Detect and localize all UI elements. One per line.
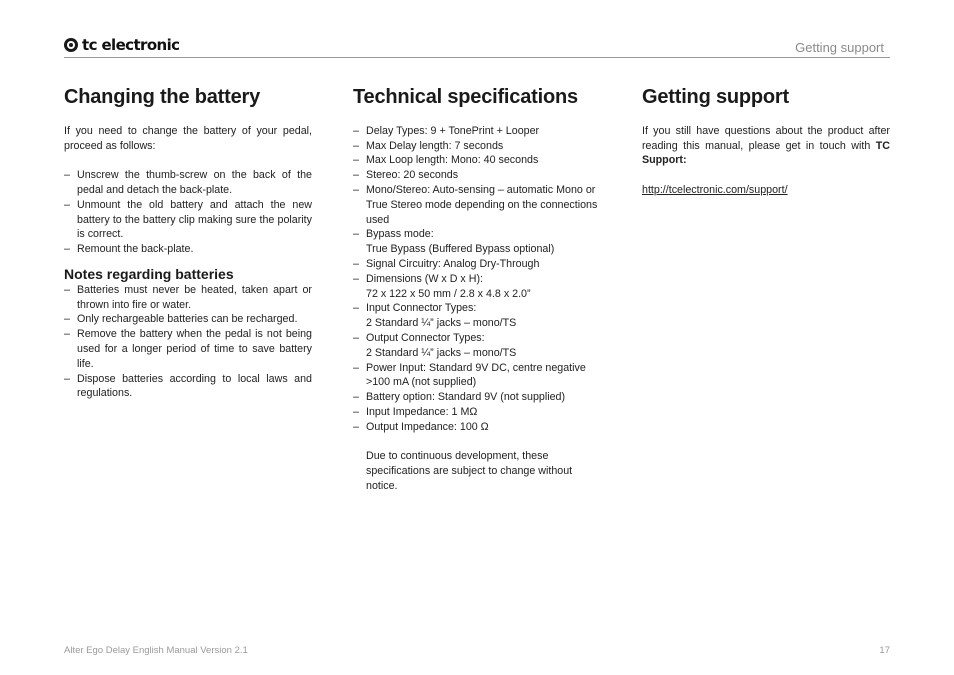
spec-value: 2 Standard ¼” jacks – mono/TS bbox=[366, 346, 517, 359]
list-item bbox=[353, 227, 601, 257]
battery-title: Changing the battery bbox=[64, 86, 261, 108]
footer-manual: Alter Ego Delay English Manual Version 2.1 bbox=[64, 645, 248, 656]
list-item: – Remount the back-plate. bbox=[64, 242, 312, 257]
page-number: 17 bbox=[879, 645, 890, 656]
list-item: – Remove the battery when the pedal is not being used for a longer period of time to save battery life. bbox=[64, 327, 312, 371]
spacer bbox=[353, 435, 601, 450]
spec-value: 2 Standard ¼” jacks – mono/TS bbox=[366, 317, 517, 330]
list-item: – Delay Types: 9 + TonePrint + Looper bbox=[353, 124, 601, 139]
specs-list bbox=[353, 124, 601, 435]
spacer bbox=[642, 168, 890, 183]
list-item: – Output Impedance: 100 Ω bbox=[353, 420, 601, 435]
spec-label: Output Connector Types: bbox=[366, 331, 485, 344]
list-item: – Mono/Stereo: Auto-sensing – automatic Mono or True Stereo mode depending on the connections used bbox=[353, 183, 601, 227]
notes-title: Notes regarding batteries bbox=[64, 265, 234, 282]
specs-disclaimer: Due to continuous development, these specifications are subject to change without notice. bbox=[366, 450, 573, 492]
list-item: – Unmount the old battery and attach the new battery to the battery clip making sure the polarity is correct. bbox=[64, 198, 312, 242]
list-item: – Power Input: Standard 9V DC, centre negative >100 mA (not supplied) bbox=[353, 361, 601, 391]
battery-intro: If you need to change the battery of your pedal, proceed as follows: bbox=[64, 124, 312, 152]
section-header: Getting support bbox=[795, 40, 884, 55]
list-item bbox=[353, 272, 601, 302]
support-link-line bbox=[642, 183, 890, 198]
specs-title: Technical specifications bbox=[353, 86, 578, 108]
support-title: Getting support bbox=[642, 86, 789, 108]
list-item bbox=[353, 331, 601, 361]
list-item: – Max Loop length: Mono: 40 seconds bbox=[353, 153, 601, 168]
list-item: – Unscrew the thumb-screw on the back of the pedal and detach the back-plate. bbox=[64, 168, 312, 198]
specs-column bbox=[353, 86, 601, 494]
list-item: – Input Impedance: 1 MΩ bbox=[353, 405, 601, 420]
support-text bbox=[642, 124, 890, 168]
spec-label: Bypass mode: bbox=[366, 228, 434, 241]
battery-notes-list bbox=[64, 283, 312, 401]
battery-column bbox=[64, 86, 312, 401]
spec-label: Input Connector Types: bbox=[366, 302, 477, 315]
brand-logo bbox=[64, 36, 179, 54]
support-column bbox=[642, 86, 890, 198]
support-contact: TC Support: bbox=[642, 139, 890, 167]
list-item: – Stereo: 20 seconds bbox=[353, 168, 601, 183]
list-item: – Battery option: Standard 9V (not supplied) bbox=[353, 390, 601, 405]
list-item: – Dispose batteries according to local laws and regulations. bbox=[64, 372, 312, 402]
support-body: If you still have questions about the product after reading this manual, please get in touch with bbox=[642, 124, 890, 152]
list-item: – Only rechargeable batteries can be recharged. bbox=[64, 312, 312, 327]
brand-name: tc electronic bbox=[82, 36, 180, 54]
header-divider bbox=[64, 57, 890, 58]
spec-value: 72 x 122 x 50 mm / 2.8 x 4.8 x 2.0” bbox=[366, 287, 531, 300]
spacer bbox=[64, 153, 312, 168]
list-item: – Max Delay length: 7 seconds bbox=[353, 139, 601, 154]
tc-logo-icon bbox=[64, 38, 78, 52]
battery-steps-list bbox=[64, 168, 312, 257]
list-item: – Batteries must never be heated, taken apart or thrown into fire or water. bbox=[64, 283, 312, 313]
spec-label: Dimensions (W x D x H): bbox=[366, 272, 483, 285]
support-link[interactable]: http://tcelectronic.com/support/ bbox=[642, 183, 788, 196]
list-item: – Signal Circuitry: Analog Dry-Through bbox=[353, 257, 601, 272]
list-item bbox=[353, 301, 601, 331]
spec-value: True Bypass (Buffered Bypass optional) bbox=[366, 243, 555, 256]
